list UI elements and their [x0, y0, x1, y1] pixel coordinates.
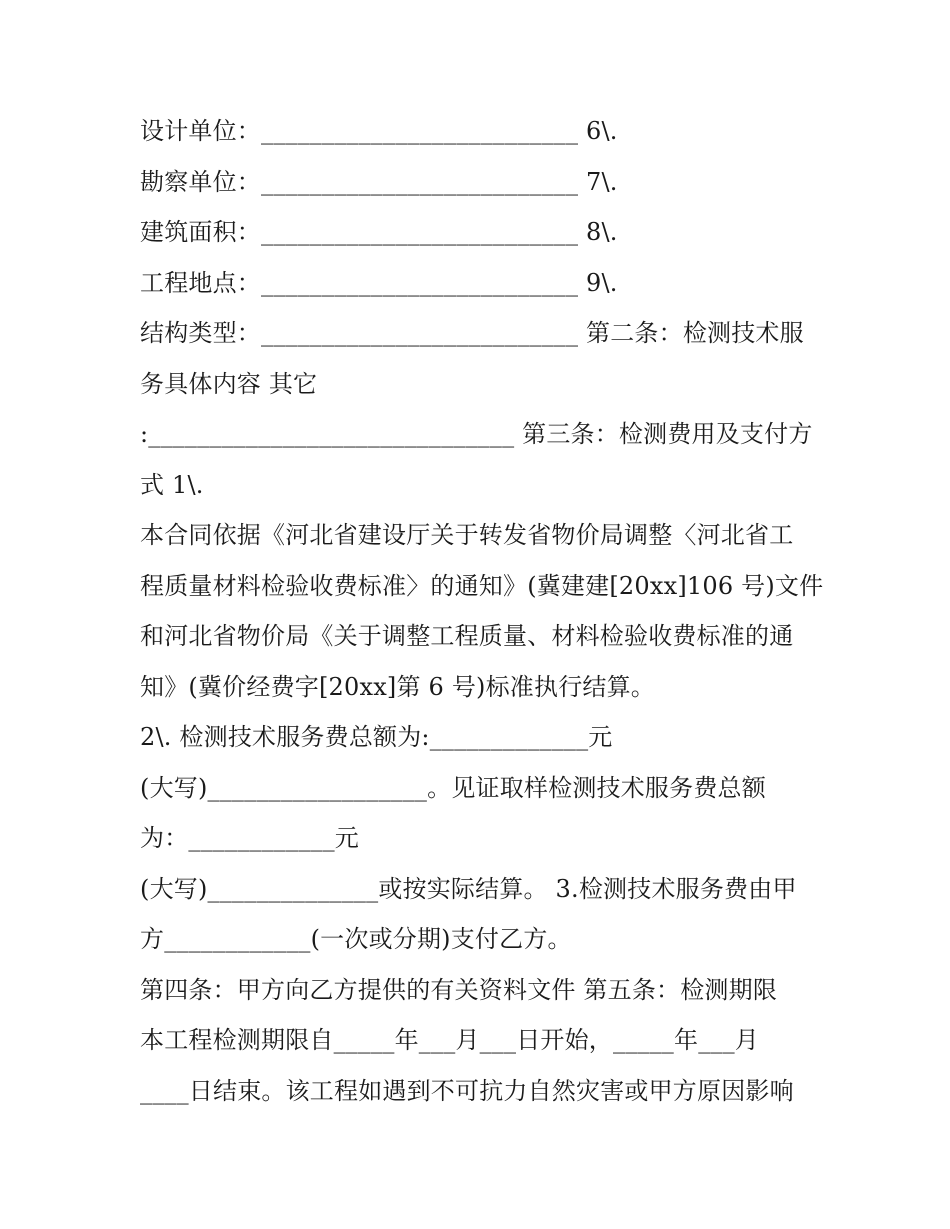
service-content-line: 务具体内容 其它 [140, 369, 318, 398]
fee-settlement-line: (大写)______________或按实际结算。 3.检测技术服务费由甲 [140, 874, 797, 903]
contract-basis-line-1: 本合同依据《河北省建设厅关于转发省物价局调整〈河北省工 [140, 521, 794, 549]
contract-basis-line-2: 程质量材料检验收费标准〉的通知》(冀建建[20xx]106 号)文件 [140, 571, 824, 600]
test-period-line: 本工程检测期限自_____年___月___日开始，_____年___月 [140, 1026, 759, 1054]
payment-method-line: 式 1\. [140, 470, 204, 499]
building-area-line: 建筑面积：__________________________ 8\. [140, 218, 618, 246]
article-four-five-line: 第四条：甲方向乙方提供的有关资料文件 第五条：检测期限 [140, 975, 778, 1004]
witness-fee-line: 为：____________元 [140, 824, 359, 852]
other-line: :______________________________ 第三条：检测费用及支付方 [140, 420, 813, 448]
contract-basis-line-4: 知》(冀价经费字[20xx]第 6 号)标准执行结算。 [140, 672, 655, 701]
design-unit-line: 设计单位：__________________________ 6\. [140, 117, 618, 145]
document-body [140, 106, 824, 1116]
test-end-line: ____日结束。该工程如遇到不可抗力自然灾害或甲方原因影响 [140, 1076, 794, 1105]
fee-payment-line: 方____________(一次或分期)支付乙方。 [140, 925, 572, 953]
survey-unit-line: 勘察单位：__________________________ 7\. [140, 167, 618, 196]
total-fee-line: 2\. 检测技术服务费总额为:_____________元 [140, 723, 613, 751]
contract-basis-line-3: 和河北省物价局《关于调整工程质量、材料检验收费标准的通 [140, 622, 794, 650]
project-location-line: 工程地点：__________________________ 9\. [140, 268, 618, 297]
fee-capital-line: (大写)__________________。见证取样检测技术服务费总额 [140, 773, 766, 802]
structure-type-line: 结构类型：__________________________ 第二条：检测技术服 [140, 319, 804, 347]
